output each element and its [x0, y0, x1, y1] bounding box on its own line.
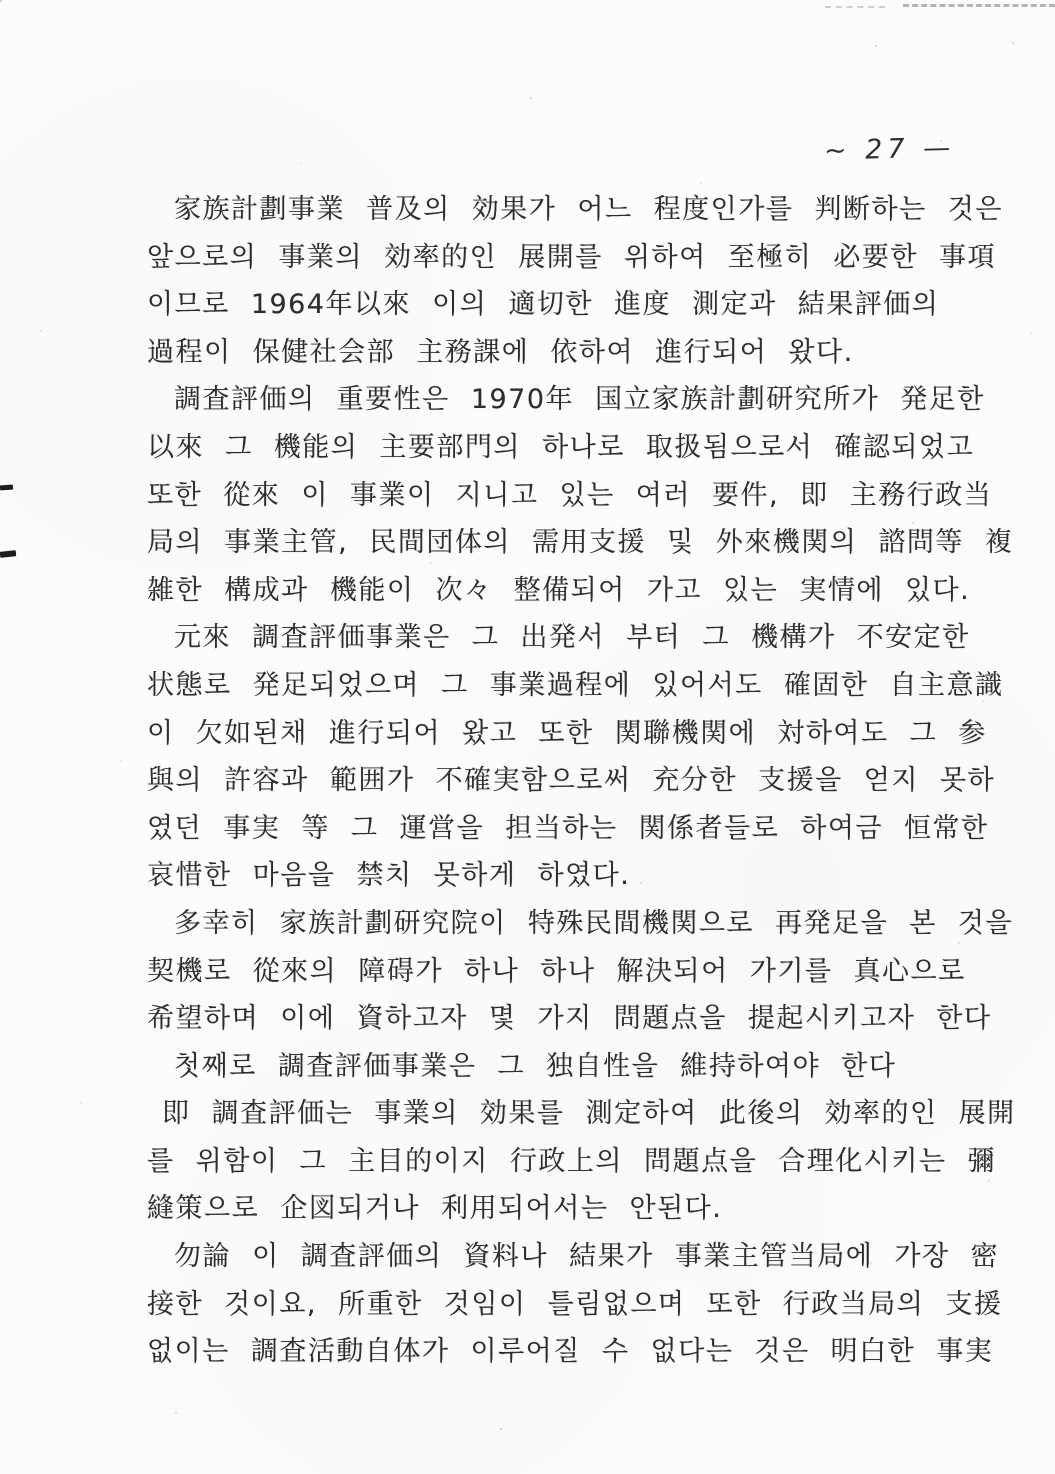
text-line: 縫策으로 企図되거나 利用되어서는 안된다. [147, 1193, 723, 1225]
text-line: 接한 것이요, 所重한 것임이 틀림없으며 또한 行政当局의 支援 [147, 1288, 1003, 1320]
text-line: 與의 許容과 範囲가 不確実함으로써 充分한 支援을 얻지 못하 [147, 765, 996, 797]
text-line: 앞으로의 事業의 効率的인 展開를 위하여 至極히 必要한 事項 [147, 241, 997, 273]
scan-noise-specks [0, 0, 2, 2]
text-line: 局의 事業主管, 民間団体의 需用支援 및 外來機関의 諮問等 複 [147, 527, 1014, 559]
text-line: 첫째로 調査評価事業은 그 独自性을 維持하여야 한다 [174, 1050, 897, 1082]
paragraph [147, 376, 1014, 614]
text-line: 勿論 이 調査評価의 資料나 結果가 事業主管当局에 가장 密 [174, 1241, 1000, 1273]
text-line: 哀惜한 마음을 禁치 못하게 하였다. [147, 860, 631, 892]
text-line: 家族計劃事業 普及의 効果가 어느 程度인가를 判断하는 것은 [174, 194, 1003, 225]
text-line: 希望하며 이에 資하고자 몇 가지 問題点을 提起시키고자 한다 [147, 1003, 992, 1035]
document-body [147, 186, 1016, 1376]
page-number: ~ 27 — [823, 132, 956, 167]
text-line: 또한 從來 이 事業이 지니고 있는 여러 要件, 即 主務行政当 [147, 479, 993, 511]
text-line: 多幸히 家族計劃研究院이 特殊民間機関으로 再発足을 본 것을 [174, 907, 1014, 939]
text-line: 状態로 発足되었으며 그 事業過程에 있어서도 確固한 自主意識 [147, 669, 1004, 701]
text-line: 過程이 保健社会部 主務課에 依하여 進行되어 왔다. [147, 336, 854, 368]
scan-artifact-margin-mark [0, 485, 13, 491]
paragraph [147, 900, 1014, 1043]
paragraph [147, 1233, 1003, 1376]
text-line: 契機로 從來의 障碍가 하나 하나 解決되어 가기를 真心으로 [147, 955, 966, 987]
scan-artifact-top-dashes [903, 4, 1055, 7]
text-line: 없이는 調査活動自体가 이루어질 수 없다는 것은 明白한 事実 [147, 1336, 994, 1368]
text-line: 였던 事実 等 그 運営을 担当하는 関係者들로 하여금 恒常한 [147, 812, 989, 844]
paragraph [147, 186, 1003, 376]
scan-artifact-margin-mark [0, 550, 16, 558]
text-line: 元來 調査評価事業은 그 出発서 부터 그 機構가 不安定한 [174, 622, 970, 654]
text-line: 以來 그 機能의 主要部門의 하나로 取扱됨으로서 確認되었고 [147, 431, 975, 463]
text-line: 雑한 構成과 機能이 次々 整備되어 가고 있는 実情에 있다. [147, 574, 971, 606]
text-line: 即 調査評価는 事業의 効果를 測定하여 此後의 効率的인 展開 [162, 1098, 1016, 1130]
paragraph [147, 1043, 1016, 1233]
scan-artifact-top-dashes [825, 6, 885, 8]
text-line: 이므로 1964年以來 이의 適切한 進度 測定과 結果評価의 [147, 289, 940, 321]
text-line: 이 欠如된채 進行되어 왔고 또한 関聯機関에 対하여도 그 参 [147, 717, 987, 749]
text-line: 를 위함이 그 主目的이지 行政上의 問題点을 合理化시키는 彌 [147, 1145, 997, 1177]
paragraph [147, 614, 1004, 900]
text-line: 調査評価의 重要性은 1970年 国立家族計劃研究所가 発足한 [174, 384, 985, 416]
